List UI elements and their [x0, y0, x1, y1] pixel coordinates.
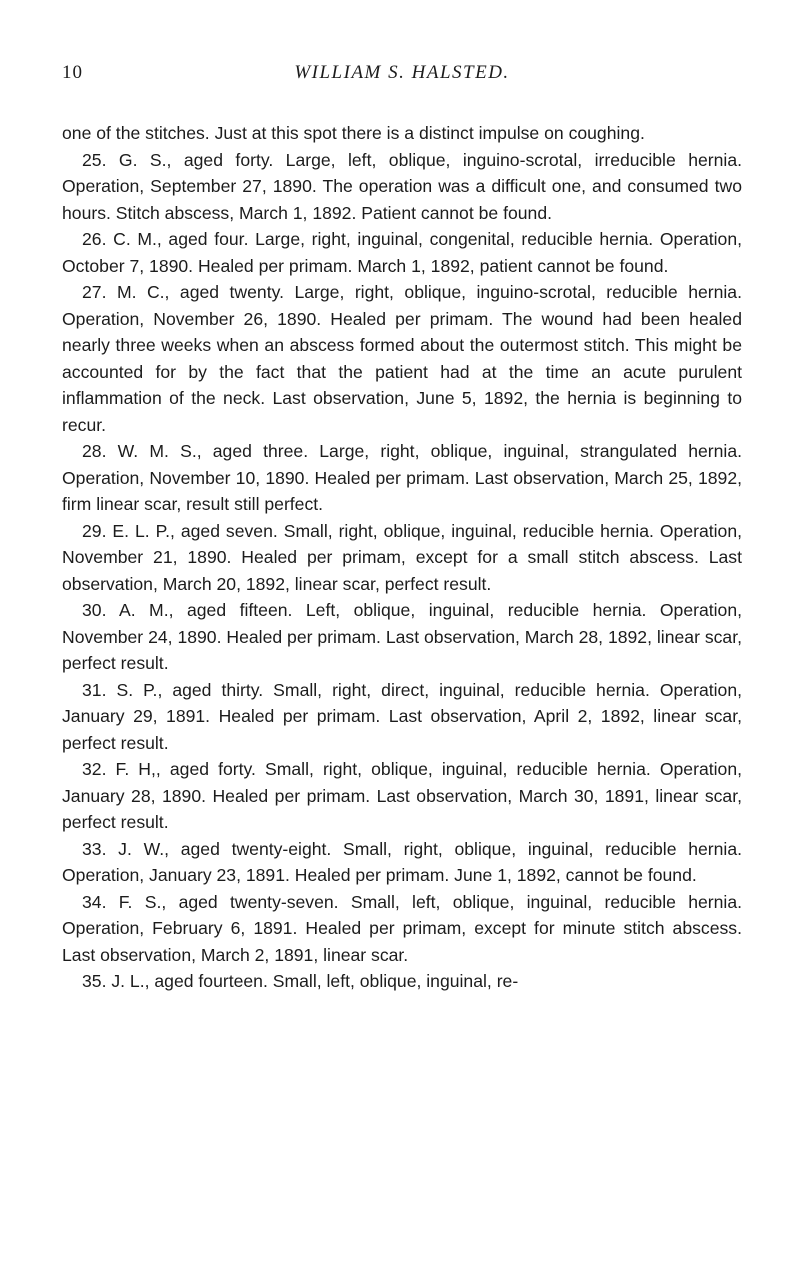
running-title: WILLIAM S. HALSTED.: [294, 62, 510, 83]
running-header: [62, 62, 742, 90]
case-entry-34: 34. F. S., aged twenty-seven. Small, left, oblique, inguinal, reducible hernia. Operation, February 6, 1891. Healed per primam, except for minute stitch abscess. Last observation, March 2, 1891, linear scar.: [62, 891, 742, 965]
case-entry-25: 25. G. S., aged forty. Large, left, oblique, inguino-scrotal, irreducible hernia. Operation, September 27, 1890. The operation was a difficult one, and consumed two hours. Stitch abscess, March 1, 1892. Patient cannot be found.: [62, 149, 742, 223]
case-entry-35: 35. J. L., aged fourteen. Small, left, oblique, inguinal, re-: [82, 971, 519, 991]
case-entry-30: 30. A. M., aged fifteen. Left, oblique, inguinal, reducible hernia. Operation, November 24, 1890. Healed per primam. Last observation, March 28, 1892, linear scar, perfect result.: [62, 600, 742, 673]
case-entry-31: 31. S. P., aged thirty. Small, right, direct, inguinal, reducible hernia. Operation, January 29, 1891. Healed per primam. Last observation, April 2, 1892, linear scar, perfect result.: [62, 679, 742, 753]
case-entry-33: 33. J. W., aged twenty-eight. Small, right, oblique, inguinal, reducible hernia. Operation, January 23, 1891. Healed per primam. June 1, 1892, cannot be found.: [62, 838, 742, 885]
page-body: [62, 120, 742, 995]
continued-paragraph: one of the stitches. Just at this spot there is a distinct impulse on coughing.: [62, 123, 645, 143]
case-entry-26: 26. C. M., aged four. Large, right, inguinal, congenital, reducible hernia. Operation, October 7, 1890. Healed per primam. March 1, 1892, patient cannot be found.: [62, 229, 742, 276]
case-entry-29: 29. E. L. P., aged seven. Small, right, oblique, inguinal, reducible hernia. Operation, November 21, 1890. Healed per primam, except for a small stitch abscess. Last observation, March 20, 1892, linear scar, perfect result.: [62, 520, 742, 594]
book-page: [62, 62, 742, 995]
case-entry-27: 27. M. C., aged twenty. Large, right, oblique, inguino-scrotal, reducible hernia. Operation, November 26, 1890. Healed per primam. The wound had been healed nearly three weeks when an abscess formed about the outermost stitch. This might be accounted for by the fact that the patient had at the time an acute purulent inflammation of the neck. Last observation, June 5, 1892, the hernia is beginning to recur.: [62, 282, 742, 435]
case-entry-32: 32. F. H,, aged forty. Small, right, oblique, inguinal, reducible hernia. Operation, January 28, 1890. Healed per primam. Last observation, March 30, 1891, linear scar, perfect result.: [62, 759, 742, 832]
page-number: 10: [62, 62, 83, 83]
case-entry-28: 28. W. M. S., aged three. Large, right, oblique, inguinal, strangulated hernia. Operation, November 10, 1890. Healed per primam. Last observation, March 25, 1892, firm linear scar, result still perfect.: [62, 441, 742, 514]
